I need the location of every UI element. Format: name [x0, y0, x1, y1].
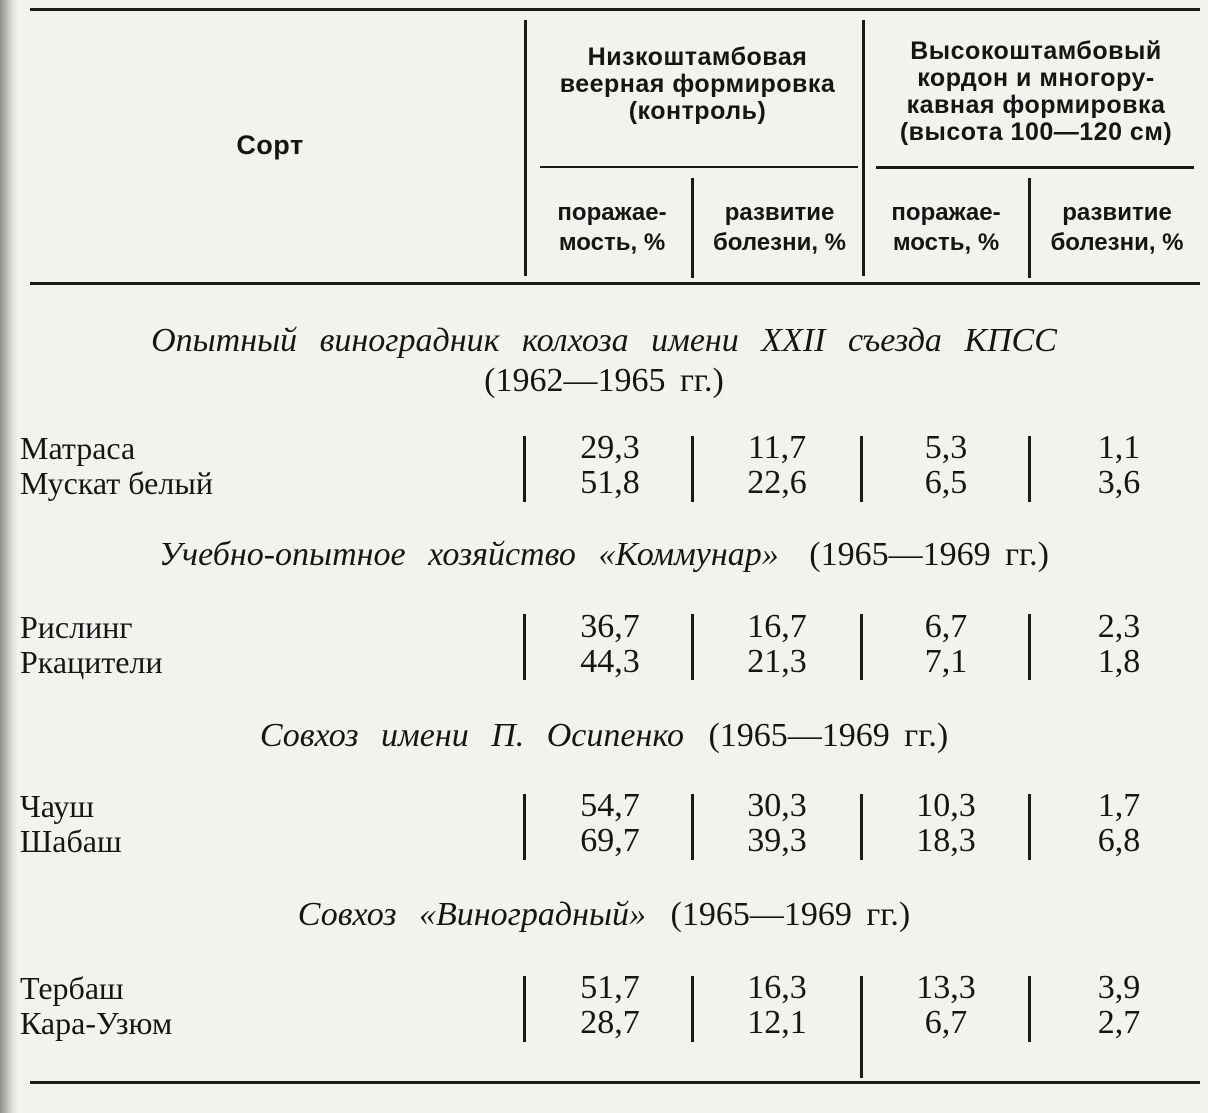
- variety-name: Чауш: [20, 788, 95, 824]
- table-top-rule: [30, 8, 1200, 11]
- value-g1-development: 30,3: [747, 787, 807, 824]
- value-g2-incidence: 7,1: [924, 643, 968, 680]
- header-sort: Сорт: [236, 130, 304, 160]
- header-divider-g2: [1028, 178, 1031, 278]
- section-2-name: Учебно-опытное хозяйство «Коммунар»: [159, 536, 779, 573]
- value-g1-development: 21,3: [747, 643, 807, 680]
- value-g1-incidence: 51,8: [580, 464, 640, 501]
- table-row: [0, 970, 1208, 1006]
- value-g2-development: 1,7: [1097, 787, 1141, 824]
- table-bottom-rule: [30, 1081, 1200, 1084]
- section-2-years: (1965—1969 гг.): [809, 536, 1049, 573]
- value-g2-development: 2,3: [1097, 608, 1141, 645]
- variety-name: Мускат белый: [20, 465, 213, 501]
- section-1-years-line: [0, 362, 1208, 400]
- scan-edge-shadow: [0, 0, 18, 1113]
- variety-name: Матраса: [20, 430, 136, 466]
- row-divider: [523, 794, 526, 860]
- value-g1-development: 22,6: [747, 464, 807, 501]
- value-g1-incidence: 51,7: [580, 969, 640, 1006]
- value-g2-development: 6,8: [1097, 822, 1141, 859]
- value-g2-incidence: 18,3: [916, 822, 976, 859]
- row-divider: [691, 976, 694, 1042]
- value-g1-incidence: 28,7: [580, 1004, 640, 1041]
- value-g2-development: 3,6: [1097, 464, 1141, 501]
- value-g2-incidence: 10,3: [916, 787, 976, 824]
- value-g1-development: 16,7: [747, 608, 807, 645]
- value-g2-incidence: 6,7: [924, 1004, 968, 1041]
- value-g1-incidence: 69,7: [580, 822, 640, 859]
- section-1-years: (1962—1965 гг.): [484, 362, 724, 399]
- header-bottom-rule: [30, 282, 1200, 285]
- row-divider: [860, 976, 863, 1078]
- row-divider: [1028, 614, 1031, 680]
- section-3-name: Совхоз имени П. Осипенко: [259, 717, 684, 754]
- variety-name: Ркацители: [20, 644, 163, 680]
- value-g1-incidence: 29,3: [580, 429, 640, 466]
- section-1-name: Опытный виноградник колхоза имени XXII съезда КПСС: [151, 322, 1057, 359]
- group1-underline: [540, 166, 858, 168]
- section-2-title: [0, 536, 1208, 574]
- value-g1-incidence: 54,7: [580, 787, 640, 824]
- value-g2-development: 2,7: [1097, 1004, 1141, 1041]
- value-g1-incidence: 36,7: [580, 608, 640, 645]
- table-row: [0, 823, 1208, 859]
- variety-name: Кара-Узюм: [20, 1005, 173, 1041]
- value-g2-development: 1,8: [1097, 643, 1141, 680]
- table-row: [0, 1005, 1208, 1041]
- section-4-years: (1965—1969 гг.): [670, 896, 911, 933]
- section-1-title: [0, 322, 1208, 360]
- value-g2-incidence: 5,3: [924, 429, 968, 466]
- row-divider: [1028, 976, 1031, 1042]
- table-row: [0, 644, 1208, 680]
- header-g1-col1: поражае- мость, %: [557, 199, 667, 256]
- row-divider: [523, 614, 526, 680]
- row-divider: [523, 976, 526, 1042]
- header-divider-sort: [524, 20, 527, 276]
- section-4-title: [0, 896, 1208, 934]
- value-g2-development: 1,1: [1097, 429, 1141, 466]
- row-divider: [691, 436, 694, 502]
- value-g1-development: 12,1: [747, 1004, 807, 1041]
- row-divider: [1028, 436, 1031, 502]
- value-g1-development: 16,3: [747, 969, 807, 1006]
- section-3-title: [0, 717, 1208, 755]
- value-g1-development: 39,3: [747, 822, 807, 859]
- value-g2-development: 3,9: [1097, 969, 1141, 1006]
- variety-name: Рислинг: [20, 609, 133, 645]
- table-row: [0, 465, 1208, 501]
- table-row: [0, 788, 1208, 824]
- row-divider: [860, 794, 863, 860]
- header-g1-col2: развитие болезни, %: [712, 199, 847, 256]
- row-divider: [860, 436, 863, 502]
- group2-underline: [876, 166, 1194, 169]
- header-g2-col2: развитие болезни, %: [1050, 199, 1184, 256]
- value-g1-incidence: 44,3: [580, 643, 640, 680]
- variety-name: Тербаш: [20, 970, 124, 1006]
- value-g2-incidence: 6,5: [924, 464, 968, 501]
- section-3-years: (1965—1969 гг.): [708, 717, 949, 754]
- row-divider: [523, 436, 526, 502]
- value-g2-incidence: 13,3: [916, 969, 976, 1006]
- header-divider-groups: [862, 20, 865, 276]
- value-g2-incidence: 6,7: [924, 608, 968, 645]
- variety-name: Шабаш: [20, 823, 122, 859]
- header-g2-col1: поражае- мость, %: [891, 199, 1001, 256]
- header-group1: Низкоштамбовая веерная формировка (контроль): [559, 43, 836, 125]
- row-divider: [1028, 794, 1031, 860]
- value-g1-development: 11,7: [747, 429, 807, 466]
- section-4-name: Совхоз «Виноградный»: [297, 896, 647, 933]
- table-row: [0, 609, 1208, 645]
- table-row: [0, 430, 1208, 466]
- row-divider: [691, 794, 694, 860]
- row-divider: [860, 614, 863, 680]
- header-group2: Высокоштамбовый кордон и многору- кавная формировка (высота 100—120 см): [899, 37, 1173, 146]
- row-divider: [691, 614, 694, 680]
